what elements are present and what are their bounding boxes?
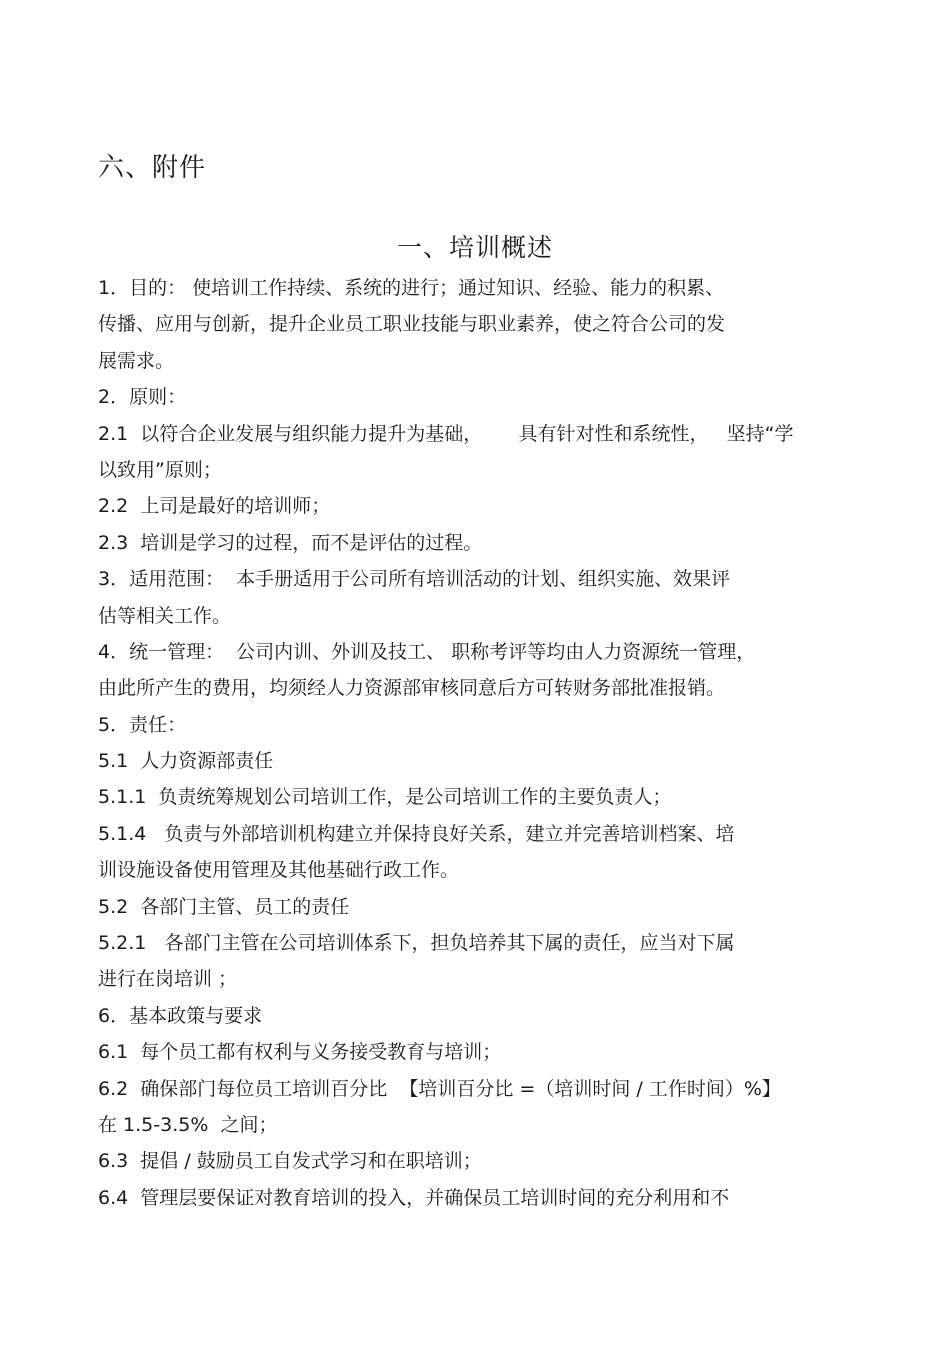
text-line: 在 1.5-3.5% 之间；	[98, 1113, 278, 1136]
text-line: 训设施设备使用管理及其他基础行政工作。	[98, 859, 460, 882]
text-line: 展需求。	[98, 349, 175, 372]
text-line: 由此所产生的费用，均须经人力资源部审核同意后方可转财务部批准报销。	[98, 677, 726, 700]
text-line: 进行在岗培训 ；	[98, 968, 238, 991]
text-line: 6.3 提倡 / 鼓励员工自发式学习和在职培训；	[98, 1150, 482, 1173]
text-line: 6．基本政策与要求	[98, 1004, 263, 1027]
text-line: 2.3 培训是学习的过程，而不是评估的过程。	[98, 531, 483, 554]
text-line: 1．目的： 使培训工作持续、系统的进行；通过知识、经验、能力的积累、	[98, 277, 725, 299]
text-line: 3．适用范围： 本手册适用于公司所有培训活动的计划、组织实施、效果评	[98, 568, 731, 591]
text-line: 4．统一管理： 公司内训、外训及技工、 职称考评等均由人力资源统一管理，	[98, 640, 756, 663]
text-line: 2.2 上司是最好的培训师；	[98, 495, 331, 518]
text-line: 2.1 以符合企业发展与组织能力提升为基础， 具有针对性和系统性， 坚持“学	[98, 422, 794, 445]
text-line: 5.2.1 各部门主管在公司培训体系下，担负培养其下属的责任，应当对下属	[98, 932, 735, 955]
text-line: 5.1 人力资源部责任	[98, 750, 274, 773]
text-line: 5．责任：	[98, 713, 187, 736]
text-line: 估等相关工作。	[98, 604, 232, 627]
document-title: 一、培训概述	[396, 233, 553, 262]
text-line: 6.2 确保部门每位员工培训百分比 【培训百分比 =（培训时间 / 工作时间）%】	[98, 1077, 781, 1100]
text-line: 6.1 每个员工都有权利与义务接受教育与培训；	[98, 1041, 502, 1064]
text-line: 以致用”原则；	[98, 458, 222, 481]
text-line: 6.4 管理层要保证对教育培训的投入，并确保员工培训时间的充分利用和不	[98, 1186, 730, 1209]
text-line: 5.1.1 负责统筹规划公司培训工作，是公司培训工作的主要负责人；	[98, 786, 672, 809]
text-line: 2．原则：	[98, 386, 187, 409]
section-heading: 六、附件	[98, 153, 207, 183]
text-line: 5.2 各部门主管、员工的责任	[98, 895, 350, 918]
text-line: 传播、应用与创新，提升企业员工职业技能与职业素养，使之符合公司的发	[98, 313, 726, 336]
body-text	[98, 270, 838, 1216]
text-line: 5.1.4 负责与外部培训机构建立并保持良好关系，建立并完善培训档案、培	[98, 822, 735, 845]
